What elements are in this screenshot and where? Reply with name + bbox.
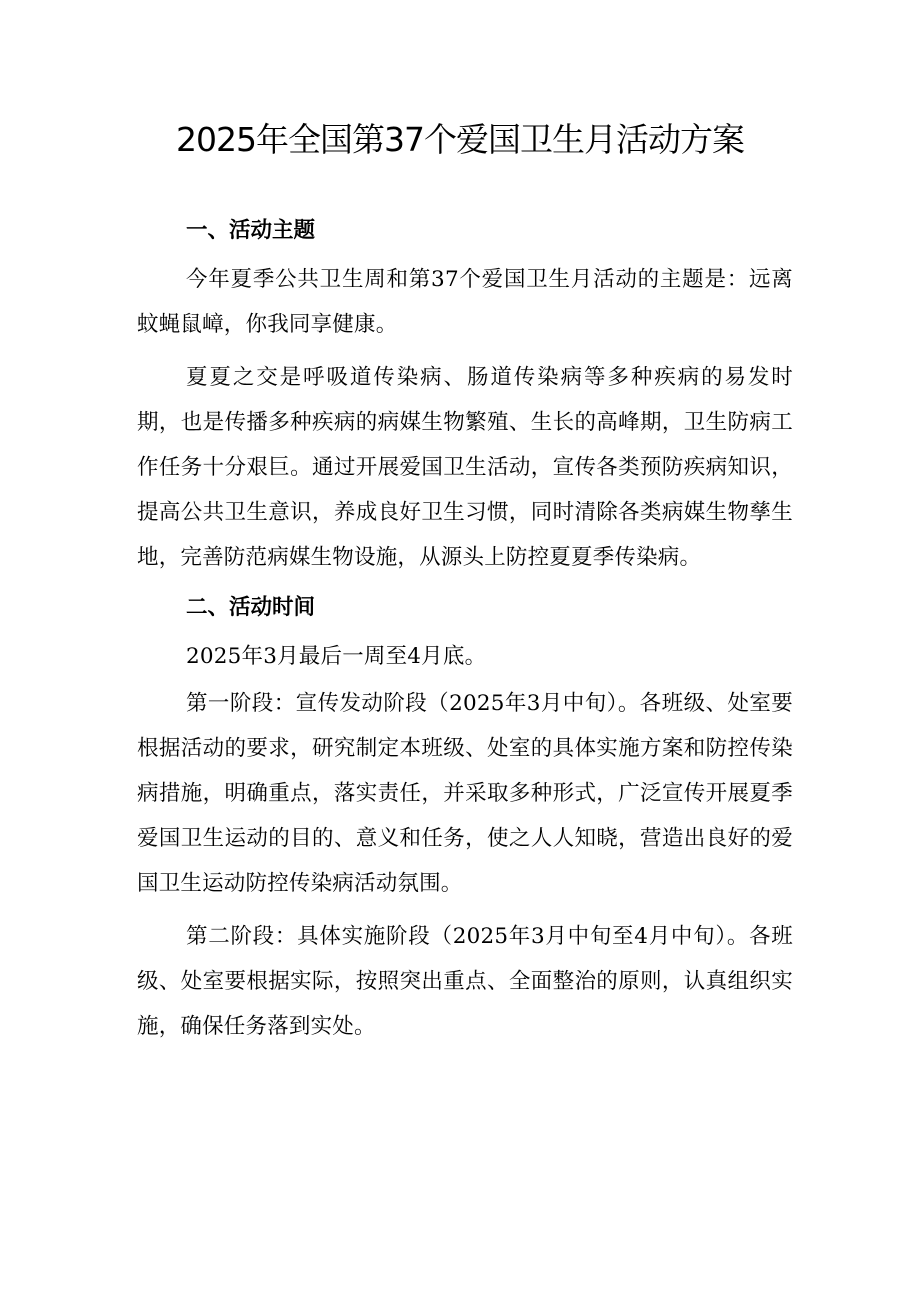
paragraph-time-range: 2025年3月最后一周至4月底。 <box>186 644 487 669</box>
paragraph-theme: 今年夏季公共卫生周和第37个爱国卫生月活动的主题是：远离蚊蝇鼠嶂，你我同享健康。 <box>137 267 793 337</box>
paragraph-phase-two: 第二阶段：具体实施阶段（2025年3月中旬至4月中旬）。各班级、处室要根据实际，按照突出重点、全面整治的原则，认真组织实施，确保任务落到实处。 <box>137 924 793 1039</box>
section-heading-theme: 一、活动主题 <box>186 218 316 243</box>
document-body <box>137 211 793 1057</box>
document-title: 2025年全国第37个爱国卫生月活动方案 <box>176 120 744 159</box>
paragraph-phase-one: 第一阶段：宣传发动阶段（2025年3月中旬）。各班级、处室要根据活动的要求，研究制定本班级、处室的具体实施方案和防控传染病措施，明确重点，落实责任，并采取多种形式，广泛宣传开展夏季爱国卫生运动的目的、意义和任务，使之人人知晓，营造出良好的爱国卫生运动防控传染病活动氛围。 <box>137 691 793 896</box>
paragraph-background: 夏夏之交是呼吸道传染病、肠道传染病等多种疾病的易发时期，也是传播多种疾病的病媒生物繁殖、生长的高峰期，卫生防病工作任务十分艰巨。通过开展爱国卫生活动，宣传各类预防疾病知识，提高公共卫生意识，养成良好卫生习惯，同时清除各类病媒生物孳生地，完善防范病媒生物设施，从源头上防控夏夏季传染病。 <box>137 365 793 570</box>
section-heading-time: 二、活动时间 <box>186 595 316 620</box>
